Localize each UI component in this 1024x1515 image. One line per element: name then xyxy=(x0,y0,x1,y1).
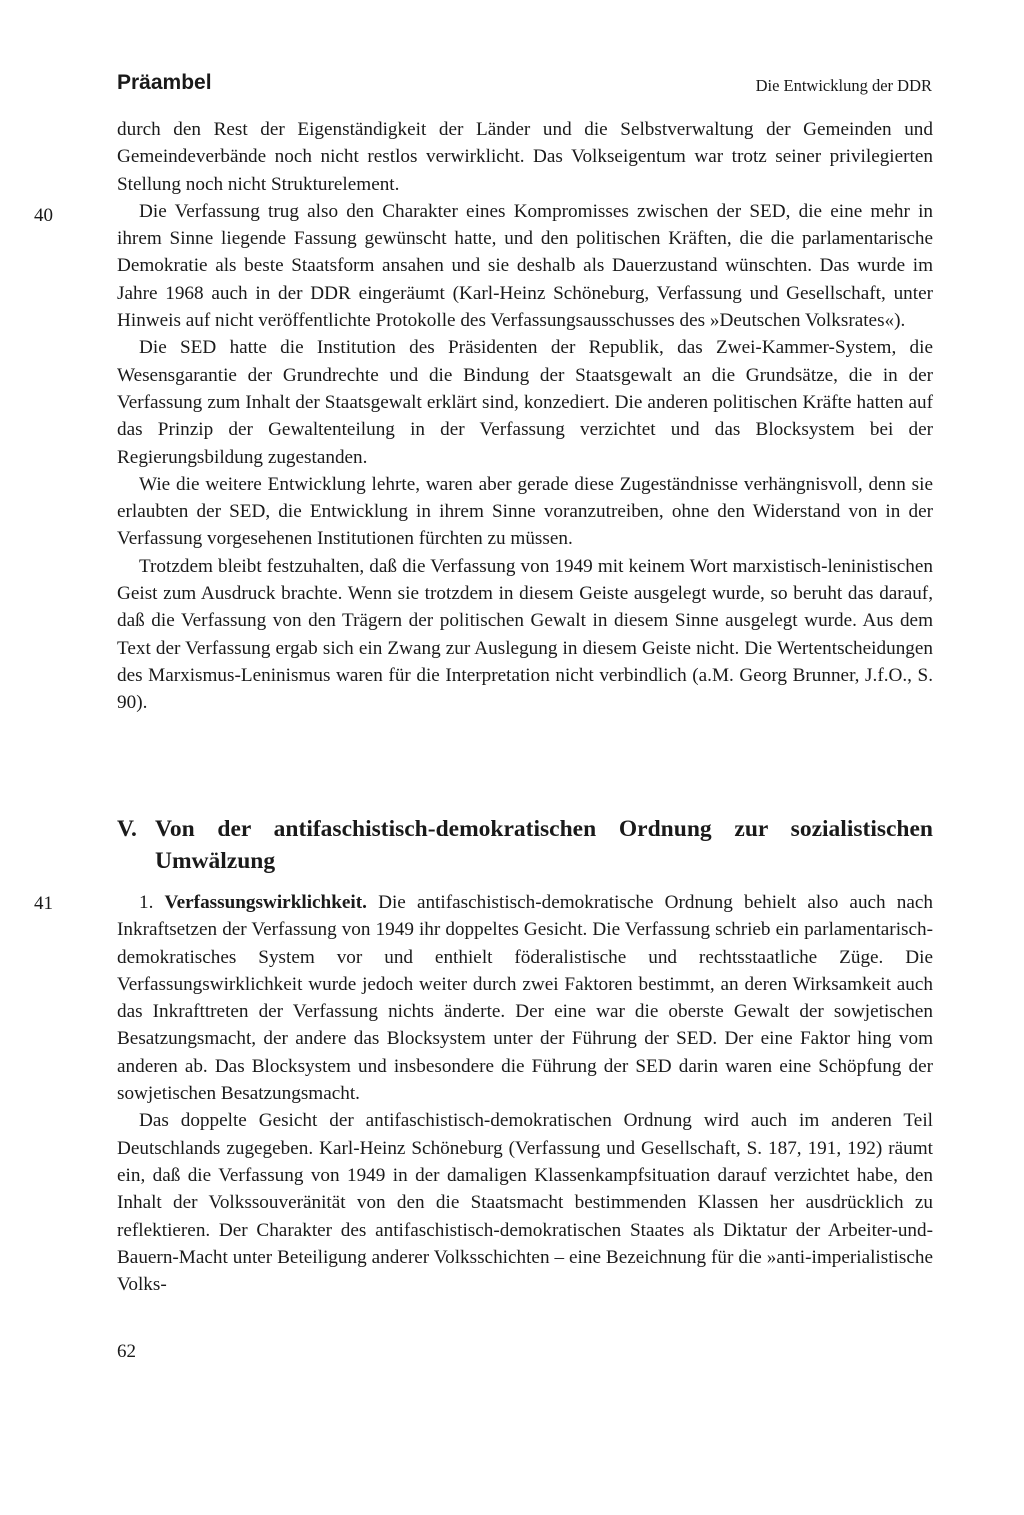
paragraph: Trotzdem bleibt festzuhalten, daß die Verfassung von 1949 mit keinem Wort marxistisch-leninistischen Geist zum Ausdruck brachte. Wenn sie trotzdem in diesem Geiste ausgelegt wurde, so beruht das darauf, daß die Verfassung von den Trägern der politischen Gewalt in diesem Sinne ausgelegt wurde. Aus dem Text der Verfassung ergab sich ein Zwang zur Auslegung in diesem Geiste nicht. Die Wertentscheidungen des Marxismus-Leninismus waren für die Interpretation nicht verbindlich (a.M. Georg Brunner, J.f.O., S. 90). xyxy=(117,555,933,714)
paragraph: Die SED hatte die Institution des Präsidenten der Republik, das Zwei-Kammer-System, die Wesensgarantie der Grundrechte und die Bindung der Staatsgewalt an die Grundsätze, die in der Verfassung zum Inhalt der Staatsgewalt erklärt sind, konzediert. Die anderen politischen Kräfte hatten auf das Prinzip der Gewaltenteilung in der Verfassung verzichtet und das Blocksystem bei der Regierungsbildung zugestanden. xyxy=(117,337,933,468)
section-heading xyxy=(117,813,933,877)
text-block-upper xyxy=(117,116,933,717)
running-title: Die Entwicklung der DDR xyxy=(755,76,932,95)
paragraph: Das doppelte Gesicht der antifaschistisch-demokratischen Ordnung wird auch im anderen Teil Deutschlands zugegeben. Karl-Heinz Schöneburg (Verfassung und Gesellschaft, S. 187, 191, 192) räumt ein, daß die Verfassung von 1949 in der damaligen Klassenkampfsituation darauf verzichtet habe, den Inhalt der Volkssouveränität von den die Staatsmacht bestimmenden Klassen her ausdrücklich zu reflektieren. Der Charakter des antifaschistisch-demokratischen Staates als Diktatur der Arbeiter-und-Bauern-Macht unter Beteiligung anderer Volksschichten – eine Bezeichnung für die »anti-imperialistische Volks- xyxy=(117,1110,933,1296)
paragraph-lead-number: 1. xyxy=(139,892,154,913)
page-number: 62 xyxy=(117,1341,136,1362)
paragraph-lead-term: Verfassungswirklichkeit. xyxy=(164,892,367,913)
section-title-line2: Umwälzung xyxy=(155,848,276,874)
text-block-lower xyxy=(117,889,933,1298)
paragraph-text: Die antifaschistisch-demokratische Ordnung behielt also auch nach Inkraftsetzen der Verfassung von 1949 ihr doppeltes Gesicht. Die Verfassung schrieb ein parlamentarisch-demokratisches System vor und enthielt föderalistische und rechtsstaatliche Züge. Die Verfassungswirklichkeit wurde jedoch weiter durch zwei Faktoren bestimmt, an deren Wirksamkeit auch das Inkrafttreten der Verfassung nichts änderte. Der eine war die oberste Gewalt der sowjetischen Besatzungsmacht, der andere das Blocksystem unter der Führung der SED. Der eine Faktor hing vom anderen ab. Das Blocksystem und insbesondere die Führung der SED darin waren eine Schöpfung der sowjetischen Besatzungsmacht. xyxy=(117,892,934,1105)
paragraph: Die Verfassung trug also den Charakter eines Kompromisses zwischen der SED, die eine mehr in ihrem Sinne liegende Fassung gewünscht hatte, und den politischen Kräften, die die parlamentarische Demokratie als beste Staatsform ansahen und sie deshalb als Dauerzustand wünschten. Das wurde im Jahre 1968 auch in der DDR eingeräumt (Karl-Heinz Schöneburg, Verfassung und Gesellschaft, unter Hinweis auf nicht veröffentlichte Protokolle des Verfassungsausschusses des »Deutschen Volksrates«). xyxy=(117,200,933,332)
margin-number-40: 40 xyxy=(34,205,53,226)
margin-number-41: 41 xyxy=(34,893,53,914)
paragraph: Wie die weitere Entwicklung lehrte, waren aber gerade diese Zugeständnisse verhängnisvoll, denn sie erlaubten der SED, die Entwicklung in ihrem Sinne voranzutreiben, ohne den Widerstand von in der Verfassung vorgesehenen Institutionen fürchten zu müssen. xyxy=(117,473,933,550)
section-title-line1: Von der antifaschistisch-demokratischen Ordnung zur sozialistischen xyxy=(155,816,933,842)
section-label: Präambel xyxy=(117,71,212,94)
paragraph: durch den Rest der Eigenständigkeit der Länder und die Selbstverwaltung der Gemeinden und Gemeindeverbände noch nicht restlos verwirklicht. Das Volkseigentum war trotz seiner privilegierten Stellung noch nicht Strukturelement. xyxy=(117,119,933,195)
paragraph xyxy=(117,889,933,1107)
section-number: V. xyxy=(117,816,137,842)
